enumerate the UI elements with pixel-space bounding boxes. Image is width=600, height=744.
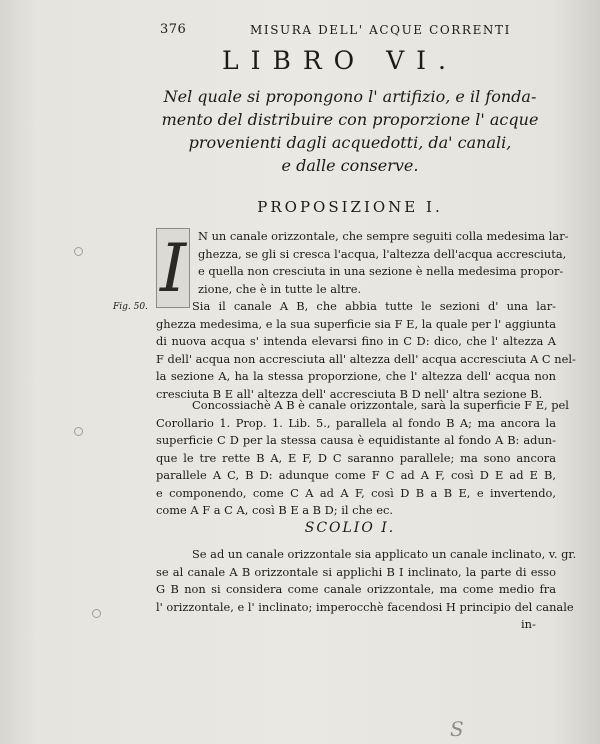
text-line: cresciuta B E all' altezza dell' accresciuta B D nell' altra sezione B. (156, 386, 543, 401)
page-number: 376 (160, 22, 187, 37)
text-line: que le tre rette B A, E F, D C saranno parallele; ma sono ancora (156, 450, 556, 465)
text-line: Concossiachè A B è canale orizzontale, sarà la superficie F E, pel (192, 398, 569, 412)
text-line: G B non si considera come canale orizzontale, ma come medio fra (156, 582, 556, 596)
text-line: e quella non cresciuta in una sezione è nella medesima propor- (198, 264, 564, 278)
text-line: ghezza, se gli si cresca l'acqua, l'altezza dell'acqua accresciuta, (198, 246, 567, 261)
proposition-title: PROPOSIZIONE I. (257, 198, 443, 216)
text-line: Corollario 1. Prop. 1. Lib. 5., parallela al fondo B A; ma ancora la (156, 415, 556, 430)
text-line: Sia il canale A B, che abbia tutte le sezioni d' una lar- (192, 299, 556, 313)
paragraph-demonstration (156, 397, 569, 520)
subtitle-line: provenienti dagli acquedotti, da' canali, (188, 133, 512, 152)
paragraph-proposition (156, 228, 576, 403)
decorated-initial: I (156, 228, 190, 308)
ink-stamp: S (450, 717, 464, 741)
text-line: se al canale A B orizzontale si applichi B I inclinato, la parte di esso (156, 564, 556, 579)
figure-reference: Fig. 50. (113, 302, 148, 312)
text-line: come A F a C A, così B E a B D; il che ec. (156, 503, 393, 517)
subtitle-line: mento del distribuire con proporzione l' acque (161, 110, 539, 129)
text-line: l' orizzontale, e l' inclinato; imperocchè facendosi H principio del canale (156, 599, 574, 614)
text-line: la sezione A, ha la stessa proporzione, che l' altezza dell' acqua non (156, 369, 556, 383)
text-line: e componendo, come C A ad A F, così D B a B E, e invertendo, (156, 485, 556, 500)
binding-hole-icon (92, 609, 101, 618)
binding-hole-icon (74, 247, 83, 256)
catchword: in- (521, 617, 536, 631)
binding-hole-icon (74, 427, 83, 436)
text-line: di nuova acqua s' intenda elevarsi fino in C D: dico, che l' altezza A (156, 334, 556, 348)
scolio-title: SCOLIO I. (304, 520, 396, 536)
text-line: zione, che è in tutte le altre. (198, 281, 362, 296)
subtitle-line: e dalle conserve. (281, 156, 419, 175)
text-line: ghezza medesima, e la sua superficie sia F E, la quale per l' aggiunta (156, 316, 556, 331)
book-title: LIBRO VI. (222, 46, 458, 75)
book-subtitle (150, 85, 550, 177)
text-line: superficie C D per la stessa causa è equidistante al fondo A B: adun- (156, 433, 556, 447)
text-line: Se ad un canale orizzontale sia applicato un canale inclinato, v. gr. (192, 547, 577, 561)
text-line: parallele A C, B D: adunque come F C ad A F, così D E ad E B, (156, 468, 556, 482)
text-line: F dell' acqua non accresciuta all' altezza dell' acqua accresciuta A C nel- (156, 351, 576, 366)
running-head: MISURA DELL' ACQUE CORRENTI (250, 23, 511, 37)
paragraph-scolio (156, 546, 577, 616)
subtitle-line: Nel quale si propongono l' artifizio, e il fonda- (163, 87, 537, 106)
text-line: N un canale orizzontale, che sempre seguiti colla medesima lar- (198, 229, 569, 243)
